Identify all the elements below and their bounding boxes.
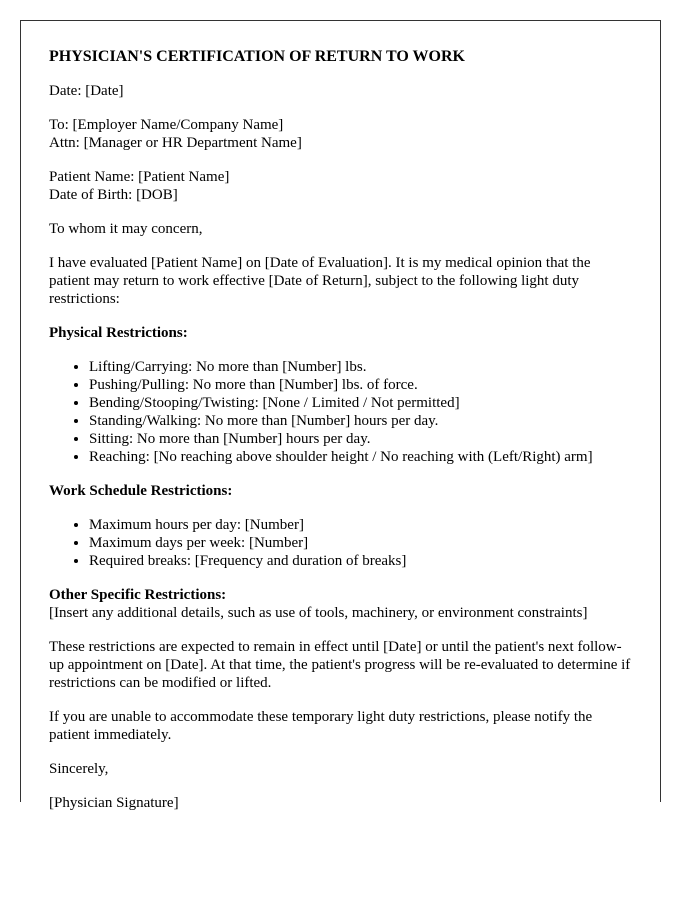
salutation: To whom it may concern, — [49, 221, 203, 237]
closing: Sincerely, — [49, 761, 109, 777]
date-line: Date: [Date] — [49, 83, 124, 99]
list-item: • Maximum days per week: [Number] — [89, 534, 632, 552]
other-restrictions-heading: Other Specific Restrictions: — [49, 587, 227, 603]
document-page — [20, 20, 661, 811]
list-item: • Reaching: [No reaching above shoulder height / No reaching with (Left/Right) arm] — [89, 448, 632, 466]
to-line: To: [Employer Name/Company Name] — [49, 117, 284, 133]
physical-restrictions-heading: Physical Restrictions: — [49, 325, 188, 341]
duration-paragraph: These restrictions are expected to remain in effect until [Date] or until the patient's next follow-up appointment on [Date]. At that time, the patient's progress will be re-evaluated to determine if restrictions can be modified or lifted. — [49, 639, 631, 691]
signature-line: [Physician Signature] — [49, 795, 179, 811]
document-title: PHYSICIAN'S CERTIFICATION OF RETURN TO WORK — [49, 48, 465, 65]
attn-line: Attn: [Manager or HR Department Name] — [49, 135, 302, 151]
patient-block — [49, 168, 632, 204]
list-item: • Bending/Stooping/Twisting: [None / Limited / Not permitted] — [89, 394, 632, 412]
patient-dob-line: Date of Birth: [DOB] — [49, 187, 178, 203]
intro-paragraph: I have evaluated [Patient Name] on [Date of Evaluation]. It is my medical opinion that the patient may return to work effective [Date of Return], subject to the following light duty restrictions: — [49, 255, 591, 307]
work-schedule-restrictions-heading: Work Schedule Restrictions: — [49, 483, 233, 499]
list-item: • Lifting/Carrying: No more than [Number] lbs. — [89, 358, 632, 376]
other-restrictions-text: [Insert any additional details, such as use of tools, machinery, or environment constraints] — [49, 605, 588, 621]
list-item: • Pushing/Pulling: No more than [Number] lbs. of force. — [89, 376, 632, 394]
recipient-block — [49, 116, 632, 152]
patient-name-line: Patient Name: [Patient Name] — [49, 169, 230, 185]
document-body — [21, 21, 660, 812]
list-item: • Sitting: No more than [Number] hours per day. — [89, 430, 632, 448]
list-item: • Maximum hours per day: [Number] — [89, 516, 632, 534]
physical-restrictions-list — [49, 358, 632, 466]
work-schedule-restrictions-list — [49, 516, 632, 570]
accommodation-paragraph: If you are unable to accommodate these temporary light duty restrictions, please notify the patient immediately. — [49, 709, 593, 743]
list-item: • Standing/Walking: No more than [Number] hours per day. — [89, 412, 632, 430]
list-item: • Required breaks: [Frequency and duration of breaks] — [89, 552, 632, 570]
